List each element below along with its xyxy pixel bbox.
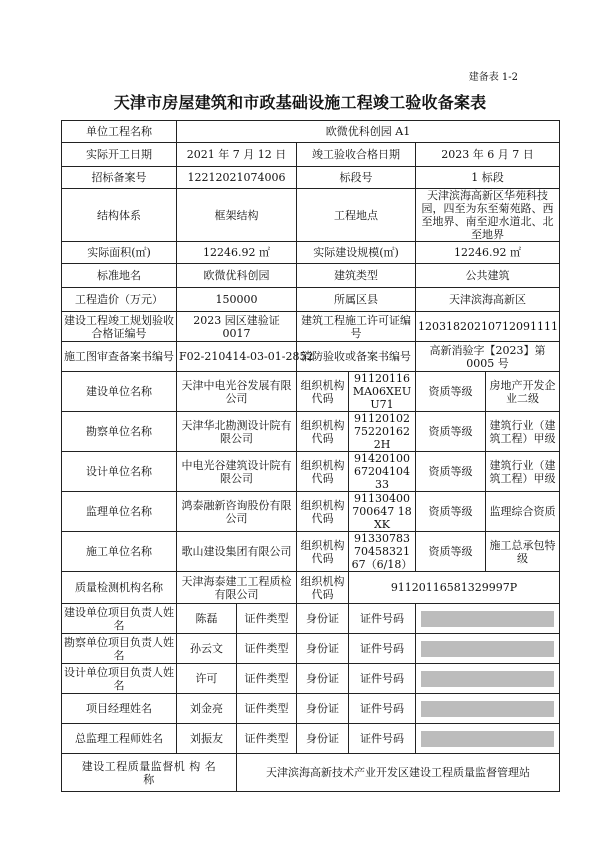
unit-row: [62, 492, 560, 532]
supervision-label: 建设工程质量监督机 构 名 称: [62, 754, 237, 792]
person-role: 建设单位项目负责人姓名: [62, 604, 177, 634]
qualification-label: 资质等级: [416, 532, 486, 572]
cert-type: 身份证: [297, 724, 349, 754]
quality-test-label: 质量检测机构名称: [62, 572, 177, 604]
unit-name: 天津中电光谷发展有限公司: [177, 372, 297, 412]
org-code-label: 组织机构代码: [297, 532, 349, 572]
start-date: 2021 年 7 月 12 日: [177, 143, 297, 167]
construction-permit-label: 建筑工程施工许可证编号: [297, 312, 416, 342]
unit-project-name-label: 单位工程名称: [62, 121, 177, 143]
unit-name: 鸿泰融新咨询股份有限公司: [177, 492, 297, 532]
person-role: 勘察单位项目负责人姓名: [62, 634, 177, 664]
cert-type-label: 证件类型: [237, 664, 297, 694]
cost: 150000: [177, 288, 297, 312]
qualification: 建筑行业（建筑工程）甲级: [486, 452, 560, 492]
actual-scale-label: 实际建设规模(㎡): [297, 242, 416, 264]
unit-label: 设计单位名称: [62, 452, 177, 492]
unit-name: 歌山建设集团有限公司: [177, 532, 297, 572]
bid-record: 12212021074006: [177, 167, 297, 189]
cert-type-label: 证件类型: [237, 604, 297, 634]
planning-cert-label: 建设工程竣工规划验收合格证编号: [62, 312, 177, 342]
redaction-block: [421, 701, 554, 717]
unit-row: [62, 412, 560, 452]
unit-name: 中电光谷建筑设计院有限公司: [177, 452, 297, 492]
person-name: 刘金亮: [177, 694, 237, 724]
quality-test-org-label: 组织机构代码: [297, 572, 349, 604]
actual-scale: 12246.92 ㎡: [416, 242, 560, 264]
quality-test-name: 天津海泰建工工程质检有限公司: [177, 572, 297, 604]
unit-name: 天津华北勘测设计院有限公司: [177, 412, 297, 452]
standard-place-label: 标准地名: [62, 264, 177, 288]
qualification-label: 资质等级: [416, 412, 486, 452]
cert-no-label: 证件号码: [349, 604, 416, 634]
building-type: 公共建筑: [416, 264, 560, 288]
redaction-block: [421, 671, 554, 687]
cert-no-label: 证件号码: [349, 664, 416, 694]
cert-no-redacted: [416, 634, 560, 664]
unit-row: [62, 452, 560, 492]
qualification-label: 资质等级: [416, 372, 486, 412]
structure-label: 结构体系: [62, 189, 177, 242]
section-label: 标段号: [297, 167, 416, 189]
person-name: 刘振友: [177, 724, 237, 754]
drawing-review-label: 施工图审查备案书编号: [62, 342, 177, 372]
standard-place: 欧微优科创园: [177, 264, 297, 288]
cert-no-label: 证件号码: [349, 694, 416, 724]
person-name: 许可: [177, 664, 237, 694]
form-number: 建备表 1-2: [468, 72, 518, 83]
actual-area-label: 实际面积(㎡): [62, 242, 177, 264]
person-row: [62, 634, 560, 664]
unit-label: 建设单位名称: [62, 372, 177, 412]
start-date-label: 实际开工日期: [62, 143, 177, 167]
cert-no-label: 证件号码: [349, 724, 416, 754]
person-row: [62, 694, 560, 724]
org-code-label: 组织机构代码: [297, 412, 349, 452]
cert-no-redacted: [416, 724, 560, 754]
construction-permit: 12031820210712091111: [416, 312, 560, 342]
person-role: 项目经理姓名: [62, 694, 177, 724]
org-code: 91120116MA06XEUU71: [349, 372, 416, 412]
person-role: 总监理工程师姓名: [62, 724, 177, 754]
section: 1 标段: [416, 167, 560, 189]
location: 天津滨海高新区华苑科技园，四至为东至菊苑路、西至地界、南至迎水道北、北至地界: [416, 189, 560, 242]
fire: 高新消验字【2023】第 0005 号: [416, 342, 560, 372]
unit-row: [62, 532, 560, 572]
bid-record-label: 招标备案号: [62, 167, 177, 189]
unit-label: 勘察单位名称: [62, 412, 177, 452]
structure: 框架结构: [177, 189, 297, 242]
org-code-label: 组织机构代码: [297, 452, 349, 492]
cert-type-label: 证件类型: [237, 724, 297, 754]
cert-type-label: 证件类型: [237, 634, 297, 664]
cert-type: 身份证: [297, 664, 349, 694]
supervision-value: 天津滨海高新技术产业开发区建设工程质量监督管理站: [237, 754, 560, 792]
cert-no-redacted: [416, 664, 560, 694]
qualification: 房地产开发企业二级: [486, 372, 560, 412]
person-row: [62, 604, 560, 634]
org-code: 914201006720410433: [349, 452, 416, 492]
org-code: 91120102752201622H: [349, 412, 416, 452]
building-type-label: 建筑类型: [297, 264, 416, 288]
unit-project-name: 欧微优科创园 A1: [177, 121, 560, 143]
cost-label: 工程造价（万元）: [62, 288, 177, 312]
cert-type: 身份证: [297, 634, 349, 664]
document-title: 天津市房屋建筑和市政基础设施工程竣工验收备案表: [113, 93, 487, 112]
district-label: 所属区县: [297, 288, 416, 312]
redaction-block: [421, 611, 554, 627]
qualification-label: 资质等级: [416, 492, 486, 532]
person-name: 陈磊: [177, 604, 237, 634]
qualification-label: 资质等级: [416, 452, 486, 492]
acceptance-date-label: 竣工验收合格日期: [297, 143, 416, 167]
person-role: 设计单位项目负责人姓名: [62, 664, 177, 694]
cert-type-label: 证件类型: [237, 694, 297, 724]
cert-type: 身份证: [297, 604, 349, 634]
org-code: 91130400700647 18XK: [349, 492, 416, 532]
person-row: [62, 724, 560, 754]
fire-label: 消防验收或备案书编号: [297, 342, 416, 372]
location-label: 工程地点: [297, 189, 416, 242]
cert-type: 身份证: [297, 694, 349, 724]
unit-row: [62, 372, 560, 412]
quality-test-org-code: 91120116581329997P: [349, 572, 560, 604]
acceptance-date: 2023 年 6 月 7 日: [416, 143, 560, 167]
person-name: 孙云文: [177, 634, 237, 664]
planning-cert: 2023 园区建验证 0017: [177, 312, 297, 342]
org-code: 913307837045832167（6/18）: [349, 532, 416, 572]
qualification: 施工总承包特级: [486, 532, 560, 572]
district: 天津滨海高新区: [416, 288, 560, 312]
org-code-label: 组织机构代码: [297, 492, 349, 532]
unit-label: 监理单位名称: [62, 492, 177, 532]
qualification: 建筑行业（建筑工程）甲级: [486, 412, 560, 452]
person-row: [62, 664, 560, 694]
record-table: [61, 120, 560, 792]
drawing-review: F02-210414-03-01-2852: [177, 342, 297, 372]
qualification: 监理综合资质: [486, 492, 560, 532]
actual-area: 12246.92 ㎡: [177, 242, 297, 264]
unit-label: 施工单位名称: [62, 532, 177, 572]
cert-no-redacted: [416, 604, 560, 634]
org-code-label: 组织机构代码: [297, 372, 349, 412]
cert-no-redacted: [416, 694, 560, 724]
redaction-block: [421, 641, 554, 657]
cert-no-label: 证件号码: [349, 634, 416, 664]
redaction-block: [421, 731, 554, 747]
